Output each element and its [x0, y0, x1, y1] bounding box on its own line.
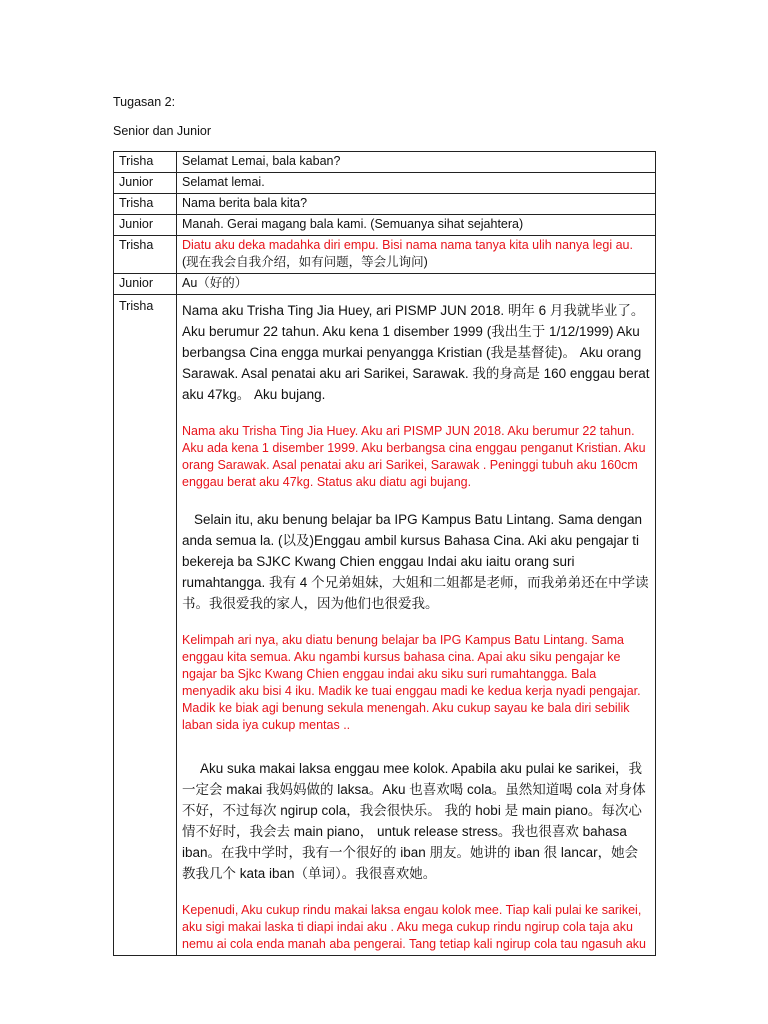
speaker-cell: Trisha — [114, 152, 177, 173]
family-translation: Kelimpah ari nya, aku diatu benung belajar ba IPG Kampus Batu Lintang. Sama enggau kita semua. Aku ngambi kursus bahasa cina. Apai aku siku pengajar ke ngajar ba Sjkc Kwang Chien enggau indai aku siku suri rumahtangga. Bala menyadik aku bisi 4 iku. Madik ke tuai enggau madi ke kedua kerja nyadi pengajar. Madik ke biak agi benung sekula menengah. Aku cukup sayau ke bala diri sebilik laban sida iya cukup mentas .. — [182, 633, 641, 732]
dialogue-cell: Au（好的） — [177, 274, 656, 295]
speaker-cell: Trisha — [114, 194, 177, 215]
subtitle: Senior dan Junior — [113, 124, 211, 138]
table-row — [114, 152, 656, 173]
task-title: Tugasan 2: — [113, 95, 176, 109]
family-paragraph: Selain itu, aku benung belajar ba IPG Kampus Batu Lintang. Sama dengan anda semua la. (以及)Enggau ambil kursus Bahasa Cina. Aki aku pengajar ti bekereja ba SJKC Kwang Chien enggau Indai aku iaitu orang suri rumahtangga. 我有 4 个兄弟姐妹，大姐和二姐都是老师，而我弟弟还在中学读书。我很爱我的家人，因为他们也很爱我。 — [182, 512, 649, 611]
speaker-cell: Junior — [114, 173, 177, 194]
paragraph-gap — [182, 884, 650, 902]
dialogue-cell: Selamat Lemai, bala kaban? — [177, 152, 656, 173]
paragraph-gap — [182, 614, 650, 632]
dialogue-cell — [177, 295, 656, 956]
paragraph-gap — [182, 405, 650, 423]
dialogue-cell: Nama berita bala kita? — [177, 194, 656, 215]
dialogue-cell: Manah. Gerai magang bala kami. (Semuanya sihat sejahtera) — [177, 215, 656, 236]
table-row — [114, 173, 656, 194]
translation-text: Diatu aku deka madahka diri empu. Bisi nama nama tanya kita ulih nanya legi au. — [182, 238, 633, 252]
dialogue-cell — [177, 236, 656, 274]
dialogue-table — [113, 151, 656, 956]
paragraph-gap — [182, 734, 650, 758]
table-row — [114, 274, 656, 295]
paragraph-gap — [182, 491, 650, 509]
dialogue-cell: Selamat lemai. — [177, 173, 656, 194]
speaker-cell: Trisha — [114, 295, 177, 956]
speaker-cell: Junior — [114, 215, 177, 236]
hobby-translation: Kepenudi, Aku cukup rindu makai laksa engau kolok mee. Tiap kali pulai ke sarikei, aku sigi makai laska ti diapi indai aku . Aku mega cukup rindu ngirup cola taja aku nemu ai cola enda manah aba pengerai. Tang tetiap kali ngirup cola tau ngasuh aku — [182, 903, 646, 951]
table-row — [114, 295, 656, 956]
table-row — [114, 194, 656, 215]
intro-paragraph: Nama aku Trisha Ting Jia Huey, ari PISMP JUN 2018. 明年 6 月我就毕业了。Aku berumur 22 tahun. Aku kena 1 disember 1999 (我出生于 1/12/1999) Aku berbangsa Cina engga murkai penyangga Kristian (我是基督徒)。 Aku orang Sarawak. Asal penatai aku ari Sarikei, Sarawak. 我的身高是 160 enggau berat aku 47kg。 Aku bujang. — [182, 303, 650, 402]
intro-translation: Nama aku Trisha Ting Jia Huey. Aku ari PISMP JUN 2018. Aku berumur 22 tahun. Aku ada kena 1 disember 1999. Aku berbangsa cina enggau penganut Kristian. Aku orang Sarawak. Asal penatai aku ari Sarikei, Sarawak . Peninggi tubuh aku 160cm enggau berat aku 47kg. Status aku diatu agi bujang. — [182, 424, 646, 489]
table-row — [114, 236, 656, 274]
original-text: (现在我会自我介绍，如有问题，等会儿询问) — [182, 255, 428, 269]
table-row — [114, 215, 656, 236]
speaker-cell: Junior — [114, 274, 177, 295]
speaker-cell: Trisha — [114, 236, 177, 274]
hobby-paragraph: Aku suka makai laksa enggau mee kolok. Apabila aku pulai ke sarikei，我一定会 makai 我妈妈做的 laksa。Aku 也喜欢喝 cola。虽然知道喝 cola 对身体不好，不过每次 ngirup cola，我会很快乐。 我的 hobi 是 main piano。每次心情不好时，我会去 main piano， untuk release stress。我也很喜欢 bahasa iban。在我中学时，我有一个很好的 iban 朋友。她讲的 iban 很 lancar，她会教我几个 kata iban（单词）。我很喜欢她。 — [182, 761, 646, 881]
